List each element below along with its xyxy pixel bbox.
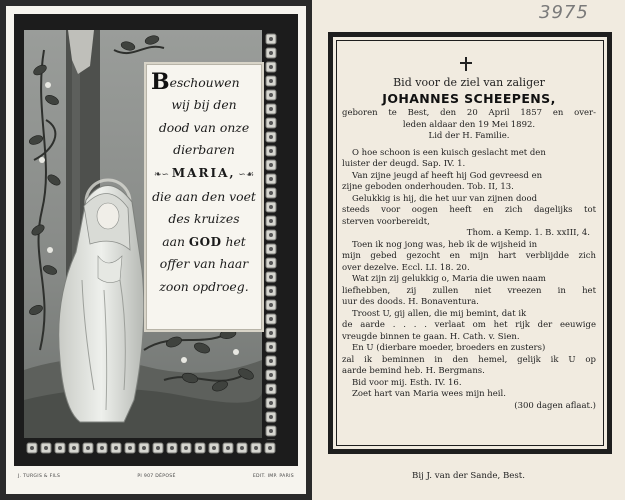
memorial-line: Wat zijn zij gelukkig o, Maria die uwen naam — [352, 274, 546, 284]
verse-line-8-pre: aan — [162, 233, 189, 249]
verse-line-10: zoon opdroeg. — [159, 278, 249, 294]
verse-text — [147, 71, 261, 298]
verse-panel — [146, 64, 262, 330]
memorial-line: geboren te Best, den 20 April 1857 en over- — [342, 108, 596, 118]
print-credits — [18, 474, 294, 479]
memorial-line: Troost U, gij allen, die mij bemint, dat ik — [352, 308, 527, 319]
verse-line-4: dierbaren — [173, 142, 235, 158]
memorial-line: zal ik beminnen in den hemel, gelijk ik U op — [342, 354, 596, 365]
verse-line-2: wij bij den — [171, 97, 237, 113]
memorial-line: zijne geboden onderhouden. Tob. II, 13. — [342, 182, 514, 192]
memorial-line: Lid der H. Familie. — [428, 131, 510, 141]
memorial-line: liefhebben, zij zullen niet vreezen in het — [342, 285, 596, 296]
memorial-line: Bid voor mij. Esth. IV. 16. — [352, 377, 462, 388]
memorial-line: Thom. a Kemp. 1. B. xxIII, 4. — [466, 228, 590, 238]
memorial-line: Zoet hart van Maria wees mijn heil. — [352, 389, 506, 399]
memorial-line: aarde bemind heb. H. Bergmans. — [342, 366, 485, 376]
memorial-line: de aarde . . . . verlaat om het rijk der eeuwige — [342, 320, 596, 330]
ornament-left-icon: ❧∽ — [153, 169, 172, 180]
memorial-line: Van zijne jeugd af heeft hij God gevreesd en — [352, 170, 543, 181]
verse-line-9: offer van haar — [159, 256, 249, 272]
ornament-right-icon: ∽☙ — [235, 169, 255, 180]
deceased-name: JOHANNES SCHEEPENS, — [382, 91, 556, 106]
memorial-text — [342, 108, 596, 412]
memorial-text-card — [312, 0, 625, 500]
credit-center: PI 907 DÉPOSÉ — [137, 474, 176, 479]
verse-line-3: dood van onze — [158, 119, 250, 135]
memorial-line: sterven voorbereidt, — [342, 216, 430, 227]
memorial-line: steeds voor oogen heeft en zich dagelijks tot — [342, 205, 596, 215]
verse-line-7: des kruizes — [168, 211, 240, 227]
verse-line-1: eschouwen — [169, 75, 240, 90]
cross-icon — [458, 56, 474, 72]
memorial-line: leden aldaar den 19 Mei 1892. — [402, 119, 536, 130]
memorial-line: Gelukkig is hij, die het uur van zijnen dood — [352, 193, 538, 204]
credit-right: EDIT. IMP. PARIS — [252, 474, 294, 479]
verse-name: MARIA, — [171, 165, 236, 180]
memorial-line: vreugde binnen te gaan. H. Cath. v. Sien. — [342, 331, 520, 342]
publisher-line: Bij J. van der Sande, Best. — [412, 471, 525, 481]
verse-god: GOD — [188, 234, 222, 249]
memorial-line: O hoe schoon is een kuisch geslacht met den — [352, 147, 546, 158]
verse-initial-letter: B — [151, 69, 170, 95]
ornamental-border-bottom — [24, 440, 280, 456]
credit-left: J. TURGIS & FILS — [18, 474, 61, 479]
devotional-picture-card — [0, 0, 312, 500]
memorial-line: uur des doods. H. Bonaventura. — [342, 297, 479, 307]
memorial-line: Toen ik nog jong was, heb ik de wijsheid in — [352, 239, 538, 250]
ornamental-border-right — [262, 30, 280, 454]
verse-line-6: die aan den voet — [152, 189, 256, 205]
prayer-heading: Bid voor de ziel van zaliger — [393, 76, 545, 89]
catalog-number: 3975 — [539, 2, 589, 23]
memorial-line: over dezelve. Eccl. LI. 18. 20. — [342, 262, 470, 273]
memorial-line: (300 dagen aflaat.) — [514, 400, 596, 411]
memorial-line: luister der deugd. Sap. IV. 1. — [342, 159, 466, 169]
memorial-line: En U (dierbare moeder, broeders en zusters) — [352, 343, 546, 353]
verse-line-8-post: het — [221, 233, 246, 249]
memorial-line: mijn gebed gezocht en mijn hart verblijdde zich — [342, 251, 596, 261]
